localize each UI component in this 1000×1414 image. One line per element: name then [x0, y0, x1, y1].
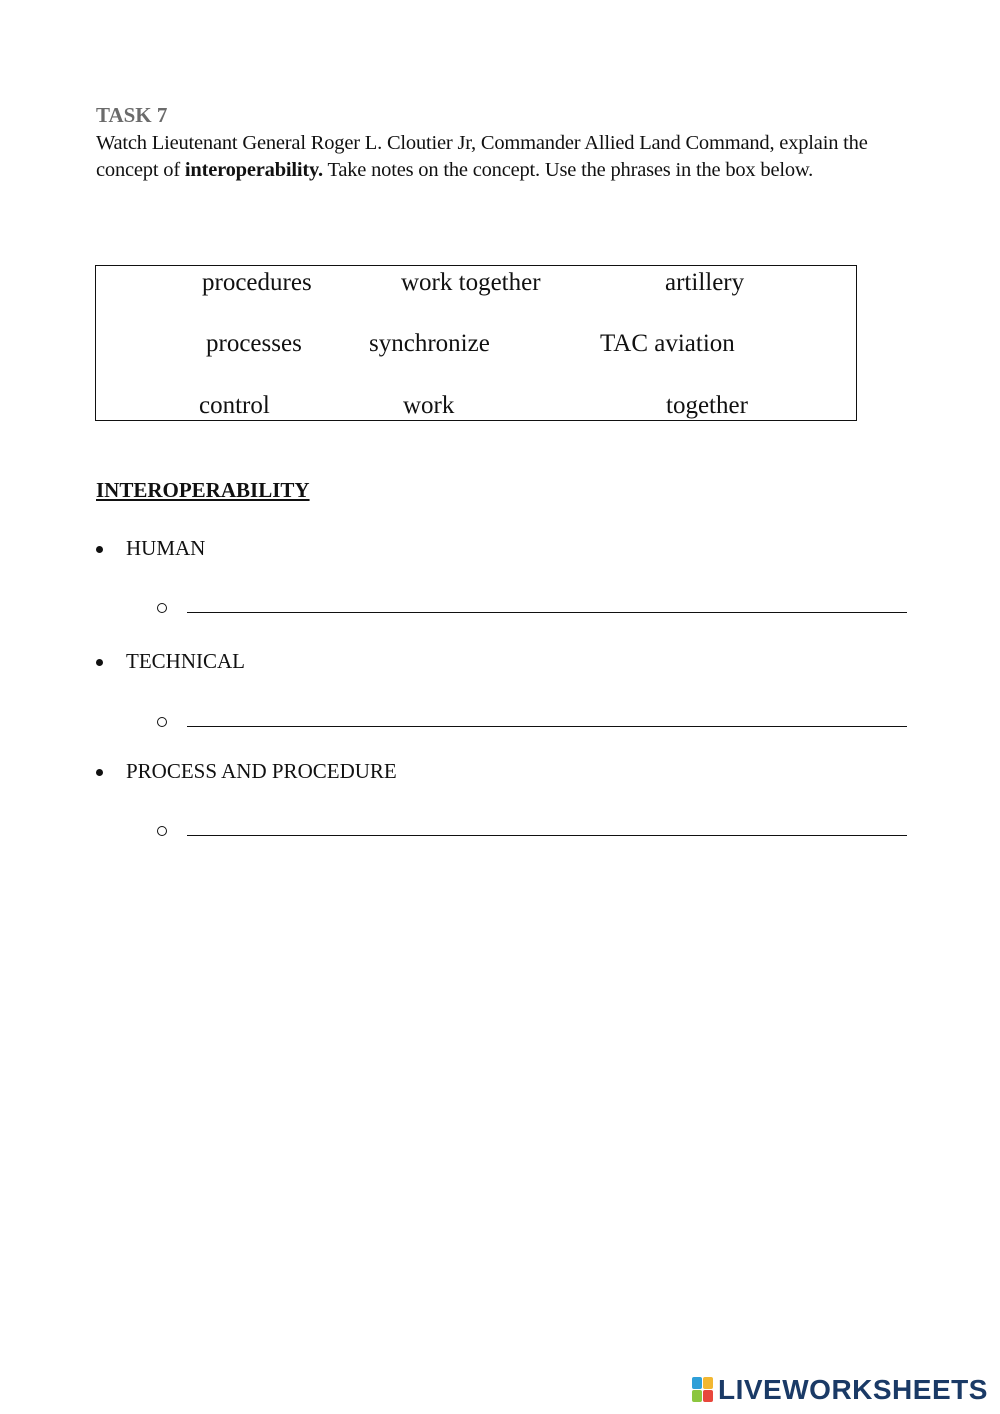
intro-text-start: Watch Lieutenant General Roger L. Cloutier Jr, Commander Allied Land Command, explain the concept of [96, 132, 868, 181]
phrase-word: TAC aviation [600, 330, 735, 357]
bullet-label: TECHNICAL [126, 649, 245, 673]
intro-bold-term: interoperability. [184, 158, 323, 181]
answer-line[interactable] [187, 726, 907, 727]
phrase-word: artillery [665, 269, 745, 296]
task-instructions [96, 130, 911, 183]
phrase-word: processes [206, 330, 302, 357]
answer-row-technical [157, 710, 917, 740]
hollow-bullet-icon [157, 826, 167, 836]
phrase-word: work together [401, 269, 541, 296]
bullet-label: PROCESS AND PROCEDURE [126, 759, 397, 783]
bullet-dot-icon [96, 769, 103, 776]
phrase-word: control [199, 392, 270, 419]
task-title: TASK 7 [96, 103, 168, 127]
bullet-dot-icon [96, 659, 103, 666]
liveworksheets-logo [692, 1374, 988, 1406]
phrase-word: work [403, 392, 455, 419]
logo-mark-icon [692, 1377, 714, 1403]
answer-row-human [157, 596, 917, 626]
bullet-dot-icon [96, 546, 103, 553]
section-heading: INTEROPERABILITY [96, 478, 310, 502]
phrase-word: together [666, 392, 748, 419]
phrase-box [95, 265, 857, 421]
answer-line[interactable] [187, 612, 907, 613]
logo-text: LIVEWORKSHEETS [718, 1374, 988, 1405]
phrase-word: synchronize [369, 330, 490, 357]
answer-line[interactable] [187, 835, 907, 836]
intro-text-end: Take notes on the concept. Use the phrases in the box below. [322, 158, 814, 181]
hollow-bullet-icon [157, 717, 167, 727]
phrase-word: procedures [202, 269, 312, 296]
hollow-bullet-icon [157, 603, 167, 613]
answer-row-process [157, 819, 917, 849]
bullet-label: HUMAN [126, 536, 206, 560]
